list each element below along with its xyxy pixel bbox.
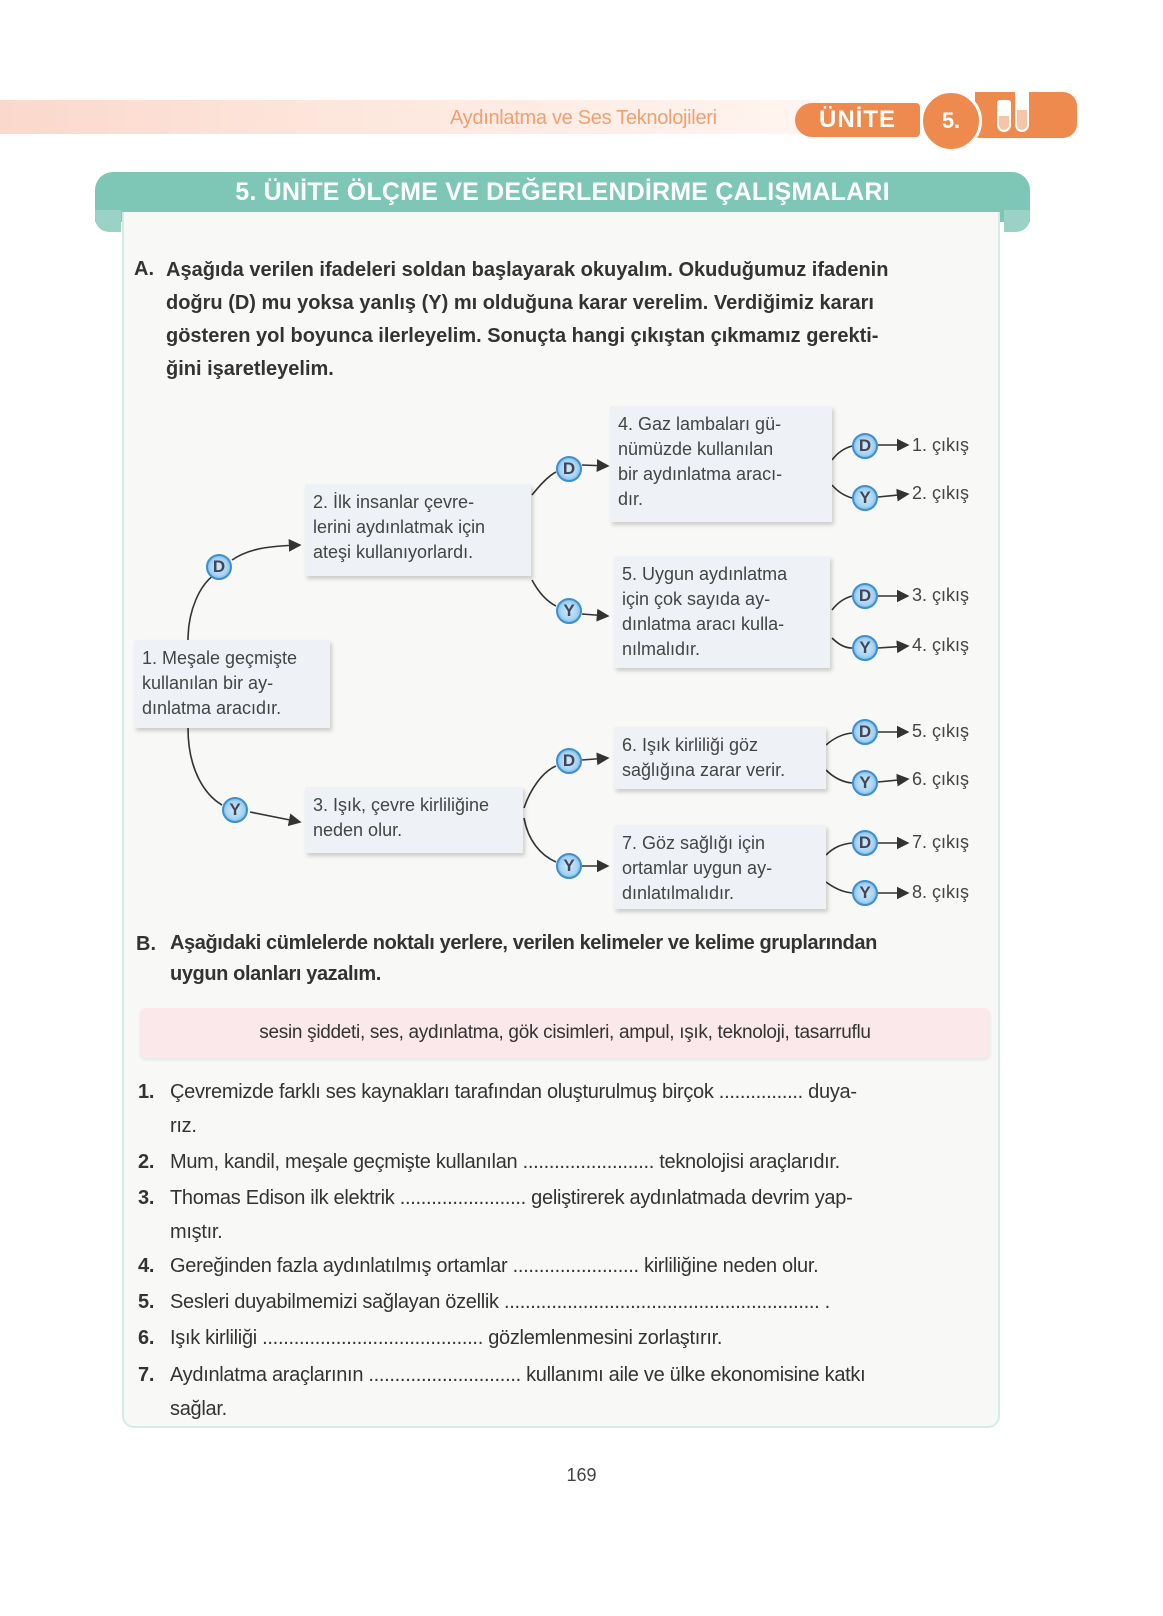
statement-line: 5. Uygun aydınlatma — [622, 564, 788, 584]
question-2 — [138, 1145, 994, 1179]
statement-line: dınlatılmalıdır. — [622, 883, 735, 903]
statement-line: dır. — [618, 489, 644, 509]
false-circle-icon: Y — [852, 770, 878, 796]
question-text: rız. — [170, 1115, 197, 1137]
question-6 — [138, 1321, 994, 1355]
statement-2 — [305, 484, 531, 576]
false-circle-icon: Y — [556, 853, 582, 879]
statement-7 — [614, 825, 826, 909]
statement-line: nılmalıdır. — [622, 639, 701, 659]
statement-line: ortamlar uygun ay- — [622, 858, 773, 878]
exit-1[interactable]: 1. çıkış — [912, 435, 970, 455]
statement-line: nümüzde kullanılan — [618, 439, 774, 459]
true-circle-icon: D — [556, 748, 582, 774]
exit-4[interactable]: 4. çıkış — [912, 635, 970, 655]
exit-3[interactable]: 3. çıkış — [912, 585, 970, 605]
question-3 — [138, 1181, 994, 1249]
false-circle-icon: Y — [222, 797, 248, 823]
question-number: 4. — [138, 1255, 155, 1277]
question-number: 7. — [138, 1364, 155, 1386]
question-text: sağlar. — [170, 1398, 227, 1420]
instruction-line: Aşağıdaki cümlelerde noktalı yerlere, verilen kelimeler ve kelime gruplarından — [170, 932, 877, 954]
exit-2[interactable]: 2. çıkış — [912, 483, 970, 503]
statement-3 — [305, 787, 523, 853]
instruction-line: gösteren yol boyunca ilerleyelim. Sonuçta hangi çıkıştan çıkmamız gerekti- — [166, 325, 879, 347]
statement-line: dınlatma aracıdır. — [142, 698, 282, 718]
question-number: 3. — [138, 1187, 155, 1209]
statement-line: 2. İlk insanlar çevre- — [313, 492, 475, 512]
statement-5 — [614, 556, 830, 668]
statement-4 — [610, 406, 832, 522]
statement-line: lerini aydınlatmak için — [313, 517, 486, 537]
statement-line: için çok sayıda ay- — [622, 589, 771, 609]
statement-1 — [134, 640, 330, 728]
unit-label: ÜNİTE — [795, 103, 920, 137]
question-text[interactable]: Çevremizde farklı ses kaynakları tarafından oluşturulmuş birçok ................ duya- — [170, 1081, 857, 1103]
page-title: 5. ÜNİTE ÖLÇME VE DEĞERLENDİRME ÇALIŞMALARI — [235, 178, 890, 206]
chapter-title: Aydınlatma ve Ses Teknolojileri — [450, 107, 717, 129]
true-circle-icon: D — [852, 830, 878, 856]
exit-8[interactable]: 8. çıkış — [912, 882, 970, 902]
instruction-line: ğini işaretleyelim. — [166, 358, 334, 380]
statement-line: 1. Meşale geçmişte — [142, 648, 298, 668]
question-text[interactable]: Mum, kandil, meşale geçmişte kullanılan ......................... teknolojisi araçlarıdır. — [170, 1151, 840, 1173]
true-circle-icon: D — [852, 433, 878, 459]
false-circle-icon: Y — [852, 485, 878, 511]
statement-line: sağlığına zarar verir. — [622, 760, 786, 780]
word-bank: sesin şiddeti, ses, aydınlatma, gök cisimleri, ampul, ışık, teknoloji, tasarruflu — [140, 1008, 990, 1058]
false-circle-icon: Y — [852, 880, 878, 906]
question-7 — [138, 1358, 994, 1426]
question-text: mıştır. — [170, 1221, 223, 1243]
exit-6[interactable]: 6. çıkış — [912, 769, 970, 789]
true-circle-icon: D — [852, 583, 878, 609]
true-circle-icon: D — [852, 719, 878, 745]
question-number: 5. — [138, 1291, 155, 1313]
question-1 — [138, 1075, 994, 1143]
question-text[interactable]: Gereğinden fazla aydınlatılmış ortamlar ........................ kirliliğine neden olur. — [170, 1255, 819, 1277]
question-text[interactable]: Işık kirliliği .......................................... gözlemlenmesini zorlaştırır. — [170, 1327, 723, 1349]
false-circle-icon: Y — [556, 598, 582, 624]
question-number: 6. — [138, 1327, 155, 1349]
exit-5[interactable]: 5. çıkış — [912, 721, 970, 741]
section-a-letter: A. — [134, 258, 154, 280]
false-circle-icon: Y — [852, 635, 878, 661]
exit-7[interactable]: 7. çıkış — [912, 832, 970, 852]
true-circle-icon: D — [556, 456, 582, 482]
statement-line: ateşi kullanıyorlardı. — [313, 542, 474, 562]
statement-line: bir aydınlatma aracı- — [618, 464, 783, 484]
question-text[interactable]: Sesleri duyabilmemizi sağlayan özellik ............................................................ . — [170, 1291, 830, 1313]
statement-line: 4. Gaz lambaları gü- — [618, 414, 782, 434]
statement-line: 7. Göz sağlığı için — [622, 833, 766, 853]
statement-line: 3. Işık, çevre kirliliğine — [313, 795, 490, 815]
statement-6 — [614, 727, 826, 789]
question-number: 2. — [138, 1151, 155, 1173]
question-5 — [138, 1285, 994, 1319]
statement-line: dınlatma aracı kulla- — [622, 614, 785, 634]
statement-line: 6. Işık kirliliği göz — [622, 735, 759, 755]
page-number: 169 — [566, 1465, 597, 1485]
statement-line: kullanılan bir ay- — [142, 673, 274, 693]
instruction-line: doğru (D) mu yoksa yanlış (Y) mı olduğuna karar verelim. Verdiğimiz kararı — [166, 292, 874, 314]
instruction-line: Aşağıda verilen ifadeleri soldan başlayarak okuyalım. Okuduğumuz ifadenin — [166, 259, 889, 281]
question-4 — [138, 1249, 994, 1283]
section-b-instructions — [170, 928, 1000, 990]
true-circle-icon: D — [206, 554, 232, 580]
statement-line: neden olur. — [313, 820, 403, 840]
section-b-letter: B. — [136, 933, 156, 955]
question-number: 1. — [138, 1081, 155, 1103]
question-text[interactable]: Thomas Edison ilk elektrik ........................ geliştirerek aydınlatmada devrim yap- — [170, 1187, 853, 1209]
instruction-line: uygun olanları yazalım. — [170, 963, 381, 985]
question-text[interactable]: Aydınlatma araçlarının ............................. kullanımı aile ve ülke ekonomisine katkı — [170, 1364, 866, 1386]
unit-number: 5. — [920, 90, 982, 152]
